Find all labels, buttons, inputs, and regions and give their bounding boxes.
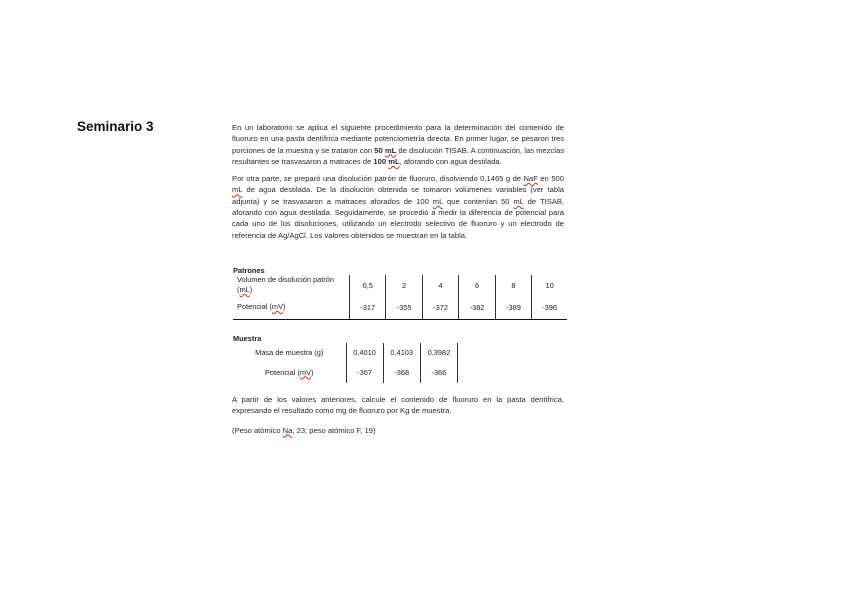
- paragraph-procedure: En un laboratorio se aplica el siguiente procedimiento para la determinación del contenido de fluoruro en una pasta dentífrica mediante potenciometría directa. En primer lugar, se pesaron tres porciones de la muestra y se trataron con 50 mL de disolución TISAB. A continuación, las mezclas resultantes se trasvasaron a matraces de 100 mL, aforando con agua destilada.: [232, 123, 565, 166]
- muestra-title: Muestra: [233, 334, 262, 343]
- potential-cell: -372: [422, 295, 458, 320]
- problem-statement: [232, 122, 564, 247]
- potential-cell: -389: [495, 295, 531, 320]
- volume-label: Volumen de disolución patrón (mL): [237, 275, 334, 294]
- potential-cell: -317: [350, 295, 386, 320]
- volume-cell: 10: [532, 275, 567, 295]
- potential-label: Potencial (mV): [233, 295, 350, 320]
- volume-cell: 4: [422, 275, 458, 295]
- mass-cell: 0,3982: [420, 343, 457, 361]
- patrones-table: [233, 275, 567, 320]
- seminar-heading: Seminario 3: [77, 119, 154, 134]
- sample-potential-label: Potencial (mV): [265, 367, 314, 377]
- sample-potential-cell: -367: [346, 361, 383, 383]
- volume-cell: 8: [495, 275, 531, 295]
- mass-label: Masa de muestra (g): [255, 347, 324, 357]
- volume-cell: 2: [386, 275, 422, 295]
- table-row: [233, 275, 567, 295]
- sample-potential-cell: -368: [383, 361, 420, 383]
- mass-cell: 0,4010: [346, 343, 383, 361]
- volume-cell: 0,5: [350, 275, 386, 295]
- mass-cell: 0,4103: [383, 343, 420, 361]
- potential-cell: -382: [459, 295, 495, 320]
- sample-potential-cell: -366: [420, 361, 457, 383]
- patrones-title: Patrones: [233, 266, 265, 275]
- table-row: [233, 295, 567, 320]
- atomic-weights-note: (Peso atómico Na, 23; peso atómico F, 19): [232, 425, 376, 435]
- table-row: [233, 343, 459, 361]
- potential-cell: -396: [532, 295, 567, 320]
- muestra-table: [233, 343, 459, 383]
- paragraph-standard-solution: Por otra parte, se preparó una disolución patrón de fluoruro, disolviendo 0,1465 g de NaF en 500 mL de agua destilada. De la disolución obtenida se tomaron volúmenes variables (ver tabla adjunta) y se trasvasaron a matraces aforados de 100 mL que contenían 50 mL de TISAB, aforando con agua destilada. Seguidamente, se procedió a medir la diferencia de potencial para cada uno de los disoluciones, utilizando un electrodo selectivo de fluoruro y un electrodo de referencia de Ag/AgCl. Los valores obtenidos se muestran en la tabla.: [232, 174, 565, 240]
- table-row: [233, 361, 459, 383]
- question-text: A partir de los valores anteriores, calcule el contenido de fluoruro en la pasta dentífrica, expresando el resultado como mg de fluoruro por Kg de muestra.: [232, 395, 564, 416]
- potential-cell: -355: [386, 295, 422, 320]
- volume-cell: 6: [459, 275, 495, 295]
- question-block: [232, 394, 564, 444]
